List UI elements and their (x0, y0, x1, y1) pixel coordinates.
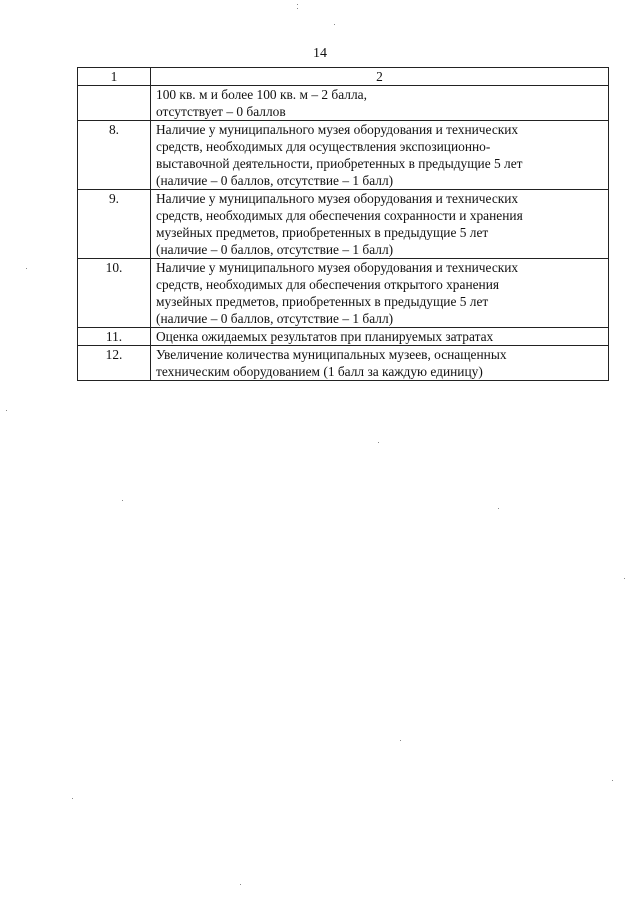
scan-speck (378, 442, 379, 443)
criterion-line: средств, необходимых для обеспечения сохранности и хранения (156, 208, 523, 223)
row-number: 8. (78, 121, 151, 190)
criterion-line: (наличие – 0 баллов, отсутствие – 1 балл) (156, 311, 394, 326)
scan-speck (297, 8, 298, 9)
table-row (78, 346, 609, 381)
row-number: 10. (78, 259, 151, 328)
criterion-line: отсутствует – 0 баллов (156, 104, 286, 119)
scan-speck (26, 268, 27, 269)
table-row (78, 259, 609, 328)
scan-speck (122, 500, 123, 501)
criterion-text (151, 328, 609, 346)
criterion-text (151, 86, 609, 121)
criterion-line: музейных предметов, приобретенных в предыдущие 5 лет (156, 225, 489, 240)
column-header-1: 1 (78, 68, 151, 86)
criterion-text (151, 259, 609, 328)
scan-speck (334, 24, 335, 25)
scan-speck (240, 884, 241, 885)
criterion-text (151, 121, 609, 190)
criterion-line: (наличие – 0 баллов, отсутствие – 1 балл) (156, 173, 394, 188)
criterion-line: средств, необходимых для обеспечения открытого хранения (156, 277, 500, 292)
table-row (78, 328, 609, 346)
row-number (78, 86, 151, 121)
criterion-text (151, 190, 609, 259)
scan-speck (612, 780, 613, 781)
column-header-2: 2 (151, 68, 609, 86)
criterion-line: Оценка ожидаемых результатов при планируемых затратах (156, 329, 494, 344)
criterion-line: выставочной деятельности, приобретенных в предыдущие 5 лет (156, 156, 523, 171)
scan-speck (72, 798, 73, 799)
row-number: 12. (78, 346, 151, 381)
table-body (78, 68, 609, 381)
scan-speck (624, 578, 625, 579)
scan-speck (6, 410, 7, 411)
scan-speck (400, 740, 401, 741)
row-number: 9. (78, 190, 151, 259)
table-row (78, 190, 609, 259)
row-number: 11. (78, 328, 151, 346)
criterion-line: Наличие у муниципального музея оборудования и технических (156, 191, 519, 206)
criterion-line: техническим оборудованием (1 балл за каждую единицу) (156, 364, 483, 379)
criterion-line: музейных предметов, приобретенных в предыдущие 5 лет (156, 294, 489, 309)
scan-speck (297, 4, 298, 5)
criterion-line: Наличие у муниципального музея оборудования и технических (156, 260, 519, 275)
criterion-line: Увеличение количества муниципальных музеев, оснащенных (156, 347, 507, 362)
table-row (78, 121, 609, 190)
criterion-line: средств, необходимых для осуществления экспозиционно- (156, 139, 491, 154)
scan-speck (498, 508, 499, 509)
table-header-row (78, 68, 609, 86)
criteria-table (77, 67, 609, 381)
criterion-line: Наличие у муниципального музея оборудования и технических (156, 122, 519, 137)
table-row (78, 86, 609, 121)
page-number: 14 (313, 46, 327, 61)
criterion-text (151, 346, 609, 381)
criterion-line: 100 кв. м и более 100 кв. м – 2 балла, (156, 87, 367, 102)
criterion-line: (наличие – 0 баллов, отсутствие – 1 балл) (156, 242, 394, 257)
